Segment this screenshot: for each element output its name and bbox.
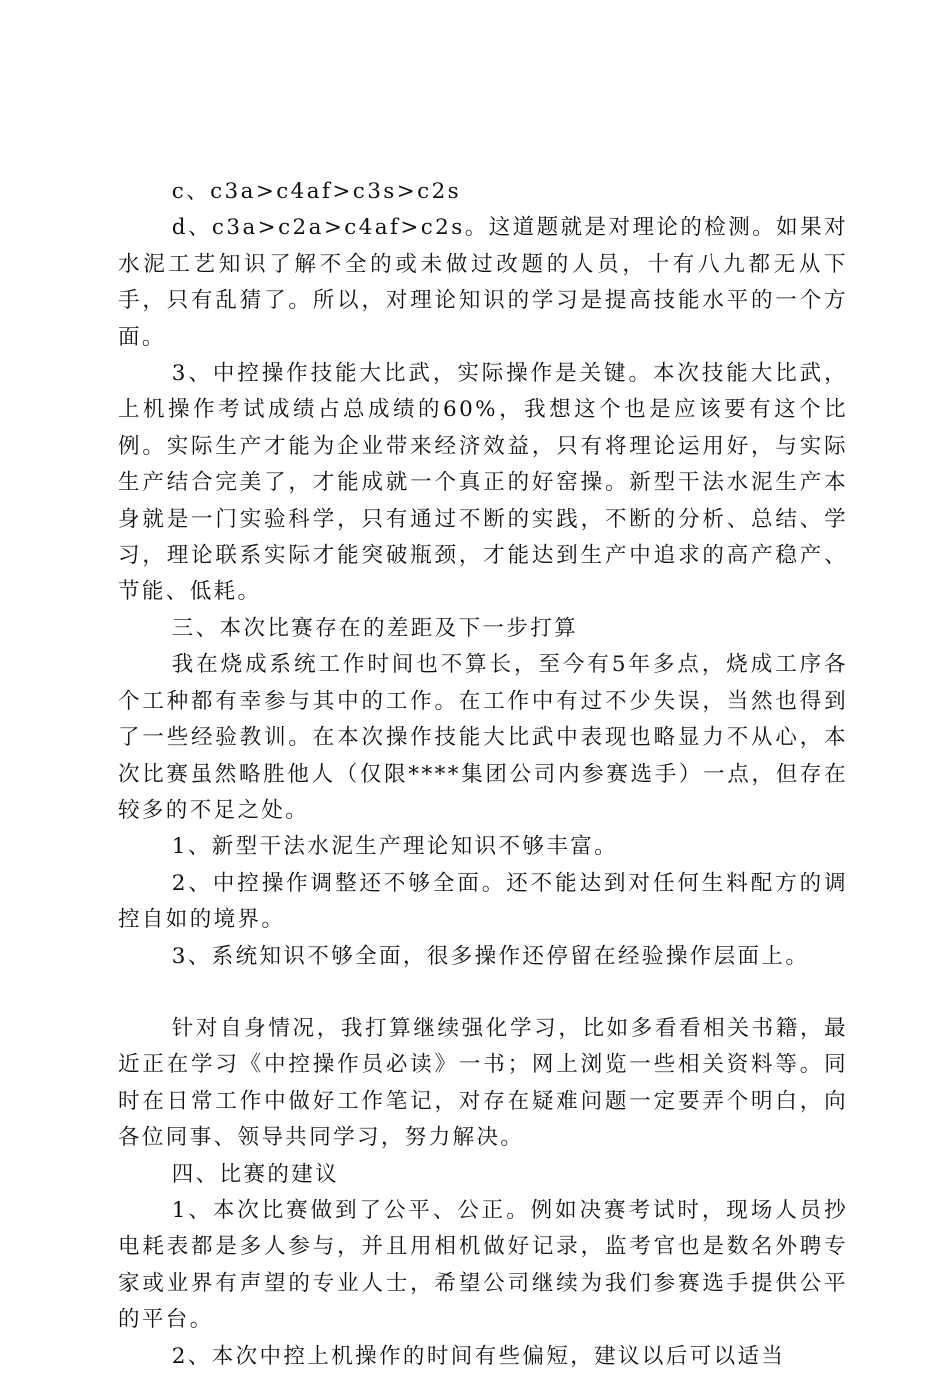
list-item-1: 1、新型干法水泥生产理论知识不够丰富。 bbox=[171, 834, 619, 860]
suggestion-item-1: 1、本次比赛做到了公平、公正。例如决赛考试时，现场人员抄电耗表都是多人参与，并且用相机做好记录，监考官也是数名外聘专家或业界有声望的专业人士，希望公司继续为我们参赛选手提供公平的平台。 bbox=[118, 1197, 848, 1333]
paragraph-point-3: 3、中控操作技能大比武，实际操作是关键。本次技能大比武，上机操作考试成绩占总成绩的60%，我想这个也是应该要有这个比例。实际生产才能为企业带来经济效益，只有将理论运用好，与实际生产结合完美了，才能成就一个真正的好窑操。新型干法水泥生产本身就是一门实验科学，只有通过不断的实践，不断的分析、总结、学习，理论联系实际才能突破瓶颈，才能达到生产中追求的高产稳产、节能、低耗。 bbox=[118, 361, 848, 605]
paragraph-option-d: d、c3a>c2a>c4af>c2s。这道题就是对理论的检测。如果对水泥工艺知识了解不全的或未做过改题的人员，十有八九都无从下手，只有乱猜了。所以，对理论知识的学习是提高技能水平的一个方面。 bbox=[118, 215, 848, 350]
list-item-3: 3、系统知识不够全面，很多操作还停留在经验操作层面上。 bbox=[171, 943, 810, 969]
list-item-2: 2、中控操作调整还不够全面。还不能达到对任何生料配方的调控自如的境界。 bbox=[118, 870, 848, 933]
document-body bbox=[118, 174, 848, 1375]
paragraph-spacer bbox=[118, 975, 848, 1011]
section-heading-4: 四、比赛的建议 bbox=[171, 1161, 340, 1187]
paragraph-option-c: c、c3a>c4af>c3s>c2s bbox=[171, 179, 462, 204]
section-heading-3: 三、本次比赛存在的差距及下一步打算 bbox=[171, 615, 579, 641]
paragraph-plan: 针对自身情况，我打算继续强化学习，比如多看看相关书籍，最近正在学习《中控操作员必读》一书；网上浏览一些相关资料等。同时在日常工作中做好工作笔记，对存在疑难问题一定要弄个明白，向各位同事、领导共同学习，努力解决。 bbox=[118, 1015, 848, 1151]
paragraph-experience: 我在烧成系统工作时间也不算长，至今有5年多点，烧成工序各个工种都有幸参与其中的工作。在工作中有过不少失误，当然也得到了一些经验教训。在本次操作技能大比武中表现也略显力不从心，本次比赛虽然略胜他人（仅限****集团公司内参赛选手）一点，但存在较多的不足之处。 bbox=[118, 652, 848, 823]
suggestion-item-2: 2、本次中控上机操作的时间有些偏短，建议以后可以适当 bbox=[171, 1343, 786, 1369]
